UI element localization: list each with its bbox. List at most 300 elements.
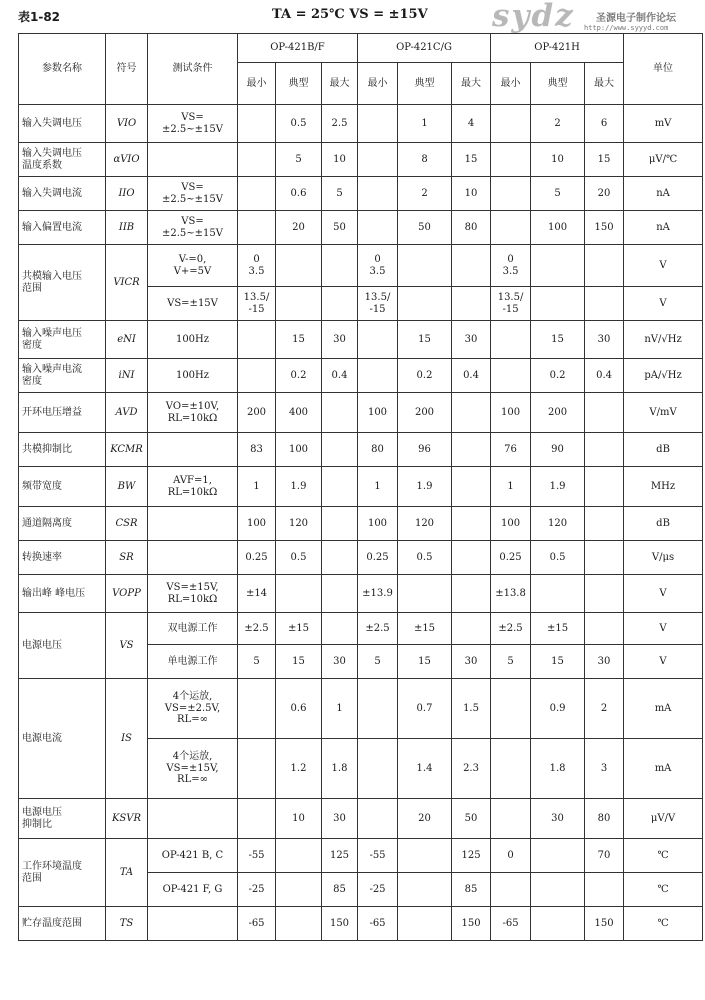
max-value: 85 bbox=[322, 873, 358, 907]
min-value bbox=[238, 799, 276, 839]
min-value bbox=[238, 143, 276, 177]
min-value: -55 bbox=[238, 839, 276, 873]
typ-value bbox=[398, 245, 452, 287]
table-row bbox=[19, 467, 703, 507]
max-value: 30 bbox=[322, 321, 358, 359]
min-value: 1 bbox=[238, 467, 276, 507]
typ-value bbox=[398, 287, 452, 321]
min-value: ±2.5 bbox=[238, 613, 276, 645]
unit: μV/V bbox=[624, 799, 703, 839]
min-value bbox=[238, 177, 276, 211]
min-value: 13.5/ -15 bbox=[238, 287, 276, 321]
max-value: 4 bbox=[452, 105, 491, 143]
header-max: 最大 bbox=[452, 63, 491, 105]
unit: V bbox=[624, 287, 703, 321]
max-value bbox=[322, 613, 358, 645]
max-value: 150 bbox=[585, 211, 624, 245]
typ-value: 1.9 bbox=[531, 467, 585, 507]
table-row bbox=[19, 211, 703, 245]
min-value: 0.25 bbox=[358, 541, 398, 575]
max-value: 10 bbox=[452, 177, 491, 211]
test-condition bbox=[148, 907, 238, 941]
min-value bbox=[491, 799, 531, 839]
test-condition: 100Hz bbox=[148, 321, 238, 359]
typ-value: 10 bbox=[531, 143, 585, 177]
param-symbol: CSR bbox=[106, 507, 148, 541]
min-value bbox=[491, 321, 531, 359]
max-value: 20 bbox=[585, 177, 624, 211]
typ-value: ±15 bbox=[276, 613, 322, 645]
typ-value: 15 bbox=[276, 645, 322, 679]
header-symbol: 符号 bbox=[106, 34, 148, 105]
param-symbol: eNI bbox=[106, 321, 148, 359]
min-value: 5 bbox=[358, 645, 398, 679]
min-value: ±2.5 bbox=[491, 613, 531, 645]
header-group: OP-421B/F bbox=[238, 34, 358, 63]
unit: V bbox=[624, 613, 703, 645]
param-name: 频带宽度 bbox=[19, 467, 106, 507]
logo-site-name: 圣源电子制作论坛 bbox=[596, 13, 676, 24]
max-value bbox=[452, 575, 491, 613]
min-value bbox=[358, 739, 398, 799]
max-value: 70 bbox=[585, 839, 624, 873]
param-symbol: VS bbox=[106, 613, 148, 679]
typ-value bbox=[398, 575, 452, 613]
param-symbol: KSVR bbox=[106, 799, 148, 839]
max-value: 150 bbox=[322, 907, 358, 941]
max-value bbox=[452, 541, 491, 575]
max-value bbox=[585, 287, 624, 321]
min-value: 80 bbox=[358, 433, 398, 467]
typ-value: 20 bbox=[276, 211, 322, 245]
min-value: 5 bbox=[238, 645, 276, 679]
header-group: OP-421H bbox=[491, 34, 624, 63]
min-value bbox=[358, 105, 398, 143]
param-name: 贮存温度范围 bbox=[19, 907, 106, 941]
param-symbol: VOPP bbox=[106, 575, 148, 613]
typ-value: 200 bbox=[531, 393, 585, 433]
typ-value bbox=[531, 907, 585, 941]
min-value: -65 bbox=[238, 907, 276, 941]
min-value bbox=[358, 177, 398, 211]
max-value bbox=[585, 873, 624, 907]
test-condition: AVF=1, RL=10kΩ bbox=[148, 467, 238, 507]
param-name: 输入噪声电压 密度 bbox=[19, 321, 106, 359]
typ-value: 15 bbox=[531, 321, 585, 359]
header-param: 参数名称 bbox=[19, 34, 106, 105]
header-min: 最小 bbox=[358, 63, 398, 105]
min-value: -25 bbox=[358, 873, 398, 907]
unit: mV bbox=[624, 105, 703, 143]
max-value: 2.5 bbox=[322, 105, 358, 143]
max-value bbox=[322, 287, 358, 321]
min-value: 100 bbox=[238, 507, 276, 541]
logo-mark: sydz bbox=[492, 0, 575, 34]
max-value bbox=[585, 507, 624, 541]
max-value: 125 bbox=[452, 839, 491, 873]
param-name: 输入失调电流 bbox=[19, 177, 106, 211]
max-value: 125 bbox=[322, 839, 358, 873]
min-value bbox=[491, 211, 531, 245]
max-value bbox=[585, 541, 624, 575]
typ-value: 1.2 bbox=[276, 739, 322, 799]
typ-value: 15 bbox=[398, 321, 452, 359]
max-value: 80 bbox=[452, 211, 491, 245]
min-value bbox=[491, 143, 531, 177]
min-value: 0 bbox=[491, 839, 531, 873]
test-condition: VS= ±2.5~±15V bbox=[148, 105, 238, 143]
header-typ: 典型 bbox=[531, 63, 585, 105]
typ-value: 400 bbox=[276, 393, 322, 433]
param-symbol: VIO bbox=[106, 105, 148, 143]
typ-value: 0.9 bbox=[531, 679, 585, 739]
test-condition bbox=[148, 507, 238, 541]
header-unit: 单位 bbox=[624, 34, 703, 105]
min-value bbox=[358, 359, 398, 393]
unit: MHz bbox=[624, 467, 703, 507]
test-condition: VS=±15V, RL=10kΩ bbox=[148, 575, 238, 613]
min-value: 100 bbox=[491, 393, 531, 433]
max-value bbox=[585, 613, 624, 645]
max-value: 0.4 bbox=[452, 359, 491, 393]
typ-value: 120 bbox=[398, 507, 452, 541]
unit: ℃ bbox=[624, 839, 703, 873]
typ-value: 1.8 bbox=[531, 739, 585, 799]
typ-value: 120 bbox=[276, 507, 322, 541]
table-row bbox=[19, 799, 703, 839]
table-label: 表1-82 bbox=[18, 10, 61, 24]
test-condition: V-=0, V+=5V bbox=[148, 245, 238, 287]
test-condition: 双电源工作 bbox=[148, 613, 238, 645]
table-row bbox=[19, 359, 703, 393]
min-value: -25 bbox=[238, 873, 276, 907]
typ-value: 90 bbox=[531, 433, 585, 467]
max-value: 15 bbox=[452, 143, 491, 177]
header-group: OP-421C/G bbox=[358, 34, 491, 63]
max-value bbox=[322, 575, 358, 613]
min-value: 1 bbox=[358, 467, 398, 507]
unit: ℃ bbox=[624, 873, 703, 907]
table-row bbox=[19, 177, 703, 211]
min-value: 0.25 bbox=[238, 541, 276, 575]
typ-value: 30 bbox=[531, 799, 585, 839]
max-value: 30 bbox=[452, 321, 491, 359]
param-name: 输入噪声电流 密度 bbox=[19, 359, 106, 393]
min-value bbox=[358, 143, 398, 177]
table-row bbox=[19, 321, 703, 359]
typ-value bbox=[276, 873, 322, 907]
unit: V/mV bbox=[624, 393, 703, 433]
typ-value: 20 bbox=[398, 799, 452, 839]
min-value: ±2.5 bbox=[358, 613, 398, 645]
param-name: 开环电压增益 bbox=[19, 393, 106, 433]
param-symbol: KCMR bbox=[106, 433, 148, 467]
max-value bbox=[322, 467, 358, 507]
min-value bbox=[238, 739, 276, 799]
typ-value: 0.5 bbox=[276, 541, 322, 575]
unit: mA bbox=[624, 679, 703, 739]
table-row bbox=[19, 575, 703, 613]
test-condition: 4个运放, VS=±15V, RL=∞ bbox=[148, 739, 238, 799]
max-value bbox=[585, 467, 624, 507]
min-value: 0 3.5 bbox=[358, 245, 398, 287]
test-condition: OP-421 F, G bbox=[148, 873, 238, 907]
table-row bbox=[19, 541, 703, 575]
max-value bbox=[585, 245, 624, 287]
max-value: 30 bbox=[322, 799, 358, 839]
unit: μV/℃ bbox=[624, 143, 703, 177]
min-value: ±14 bbox=[238, 575, 276, 613]
typ-value: 0.6 bbox=[276, 177, 322, 211]
header-typ: 典型 bbox=[398, 63, 452, 105]
test-condition: 单电源工作 bbox=[148, 645, 238, 679]
param-name: 输入失调电压 bbox=[19, 105, 106, 143]
max-value: 2.3 bbox=[452, 739, 491, 799]
unit: nA bbox=[624, 211, 703, 245]
max-value: 6 bbox=[585, 105, 624, 143]
typ-value bbox=[531, 873, 585, 907]
max-value: 50 bbox=[452, 799, 491, 839]
min-value: -65 bbox=[491, 907, 531, 941]
logo-url: http://www.syyyd.com bbox=[584, 24, 669, 32]
unit: mA bbox=[624, 739, 703, 799]
typ-value: 0.7 bbox=[398, 679, 452, 739]
max-value bbox=[322, 433, 358, 467]
test-condition: VO=±10V, RL=10kΩ bbox=[148, 393, 238, 433]
param-name: 输入失调电压 温度系数 bbox=[19, 143, 106, 177]
typ-value: 2 bbox=[398, 177, 452, 211]
param-symbol: IS bbox=[106, 679, 148, 799]
typ-value: ±15 bbox=[398, 613, 452, 645]
min-value: 100 bbox=[358, 393, 398, 433]
test-condition: VS= ±2.5~±15V bbox=[148, 177, 238, 211]
typ-value bbox=[531, 287, 585, 321]
typ-value bbox=[276, 287, 322, 321]
table-row bbox=[19, 105, 703, 143]
max-value: 150 bbox=[585, 907, 624, 941]
param-name: 输入偏置电流 bbox=[19, 211, 106, 245]
max-value: 30 bbox=[452, 645, 491, 679]
max-value bbox=[452, 507, 491, 541]
param-name: 电源电压 抑制比 bbox=[19, 799, 106, 839]
typ-value: 0.2 bbox=[276, 359, 322, 393]
max-value: 1 bbox=[322, 679, 358, 739]
max-value: 15 bbox=[585, 143, 624, 177]
typ-value: 100 bbox=[276, 433, 322, 467]
max-value bbox=[452, 433, 491, 467]
test-condition bbox=[148, 799, 238, 839]
min-value bbox=[491, 739, 531, 799]
max-value: 5 bbox=[322, 177, 358, 211]
param-symbol: αVIO bbox=[106, 143, 148, 177]
min-value: 0 3.5 bbox=[491, 245, 531, 287]
unit: nA bbox=[624, 177, 703, 211]
min-value: 5 bbox=[491, 645, 531, 679]
typ-value: 200 bbox=[398, 393, 452, 433]
max-value bbox=[452, 287, 491, 321]
param-symbol: TA bbox=[106, 839, 148, 907]
table-row bbox=[19, 679, 703, 739]
min-value: 200 bbox=[238, 393, 276, 433]
table-row bbox=[19, 907, 703, 941]
typ-value bbox=[398, 873, 452, 907]
header-min: 最小 bbox=[238, 63, 276, 105]
max-value: 80 bbox=[585, 799, 624, 839]
min-value: 100 bbox=[491, 507, 531, 541]
test-condition bbox=[148, 433, 238, 467]
max-value bbox=[452, 467, 491, 507]
min-value: 83 bbox=[238, 433, 276, 467]
min-value bbox=[358, 799, 398, 839]
typ-value: 10 bbox=[276, 799, 322, 839]
max-value bbox=[452, 393, 491, 433]
param-name: 共模抑制比 bbox=[19, 433, 106, 467]
table-row bbox=[19, 245, 703, 287]
param-symbol: AVD bbox=[106, 393, 148, 433]
param-name: 工作环境温度 范围 bbox=[19, 839, 106, 907]
param-name: 通道隔离度 bbox=[19, 507, 106, 541]
min-value: 100 bbox=[358, 507, 398, 541]
min-value: ±13.8 bbox=[491, 575, 531, 613]
test-condition bbox=[148, 143, 238, 177]
typ-value: 120 bbox=[531, 507, 585, 541]
typ-value: 0.2 bbox=[531, 359, 585, 393]
typ-value: 96 bbox=[398, 433, 452, 467]
typ-value: 5 bbox=[276, 143, 322, 177]
param-name: 转换速率 bbox=[19, 541, 106, 575]
typ-value: 0.5 bbox=[276, 105, 322, 143]
header-max: 最大 bbox=[322, 63, 358, 105]
table-row bbox=[19, 433, 703, 467]
min-value: ±13.9 bbox=[358, 575, 398, 613]
max-value: 30 bbox=[322, 645, 358, 679]
min-value bbox=[238, 211, 276, 245]
typ-value: 1.9 bbox=[398, 467, 452, 507]
max-value: 2 bbox=[585, 679, 624, 739]
min-value: -55 bbox=[358, 839, 398, 873]
param-name: 输出峰 峰电压 bbox=[19, 575, 106, 613]
typ-value: 0.5 bbox=[398, 541, 452, 575]
unit: V bbox=[624, 575, 703, 613]
typ-value: 5 bbox=[531, 177, 585, 211]
max-value: 10 bbox=[322, 143, 358, 177]
max-value bbox=[452, 613, 491, 645]
table-row bbox=[19, 507, 703, 541]
param-symbol: IIB bbox=[106, 211, 148, 245]
table-row bbox=[19, 393, 703, 433]
header-condition: 测试条件 bbox=[148, 34, 238, 105]
typ-value bbox=[398, 907, 452, 941]
max-value: 3 bbox=[585, 739, 624, 799]
max-value bbox=[322, 541, 358, 575]
max-value: 1.5 bbox=[452, 679, 491, 739]
test-conditions: TA = 25℃ VS = ±15V bbox=[272, 7, 428, 22]
typ-value bbox=[276, 907, 322, 941]
typ-value: 0.6 bbox=[276, 679, 322, 739]
param-symbol: SR bbox=[106, 541, 148, 575]
typ-value: 15 bbox=[398, 645, 452, 679]
typ-value: 1.9 bbox=[276, 467, 322, 507]
table-row bbox=[19, 613, 703, 645]
typ-value bbox=[531, 245, 585, 287]
unit: dB bbox=[624, 433, 703, 467]
typ-value: 2 bbox=[531, 105, 585, 143]
typ-value bbox=[276, 245, 322, 287]
min-value bbox=[491, 105, 531, 143]
test-condition: VS=±15V bbox=[148, 287, 238, 321]
max-value bbox=[322, 245, 358, 287]
typ-value bbox=[531, 839, 585, 873]
max-value: 30 bbox=[585, 321, 624, 359]
max-value bbox=[322, 507, 358, 541]
max-value: 150 bbox=[452, 907, 491, 941]
min-value: 76 bbox=[491, 433, 531, 467]
typ-value: 1.4 bbox=[398, 739, 452, 799]
param-symbol: iNI bbox=[106, 359, 148, 393]
max-value bbox=[322, 393, 358, 433]
typ-value bbox=[276, 839, 322, 873]
min-value: -65 bbox=[358, 907, 398, 941]
min-value bbox=[358, 211, 398, 245]
unit: V/μs bbox=[624, 541, 703, 575]
min-value bbox=[238, 359, 276, 393]
max-value bbox=[585, 433, 624, 467]
typ-value: ±15 bbox=[531, 613, 585, 645]
header-typ: 典型 bbox=[276, 63, 322, 105]
typ-value: 0.5 bbox=[531, 541, 585, 575]
min-value bbox=[491, 679, 531, 739]
test-condition: 4个运放, VS=±2.5V, RL=∞ bbox=[148, 679, 238, 739]
test-condition: OP-421 B, C bbox=[148, 839, 238, 873]
param-name: 电源电流 bbox=[19, 679, 106, 799]
max-value: 0.4 bbox=[585, 359, 624, 393]
unit: dB bbox=[624, 507, 703, 541]
max-value: 85 bbox=[452, 873, 491, 907]
typ-value bbox=[531, 575, 585, 613]
typ-value: 0.2 bbox=[398, 359, 452, 393]
test-condition: 100Hz bbox=[148, 359, 238, 393]
unit: nV/√Hz bbox=[624, 321, 703, 359]
typ-value bbox=[276, 575, 322, 613]
param-name: 电源电压 bbox=[19, 613, 106, 679]
test-condition bbox=[148, 541, 238, 575]
spec-table bbox=[18, 33, 703, 941]
param-symbol: VICR bbox=[106, 245, 148, 321]
max-value: 0.4 bbox=[322, 359, 358, 393]
max-value bbox=[585, 393, 624, 433]
min-value: 13.5/ -15 bbox=[358, 287, 398, 321]
max-value: 30 bbox=[585, 645, 624, 679]
min-value bbox=[238, 679, 276, 739]
typ-value: 100 bbox=[531, 211, 585, 245]
table-body bbox=[19, 105, 703, 941]
param-symbol: TS bbox=[106, 907, 148, 941]
test-condition: VS= ±2.5~±15V bbox=[148, 211, 238, 245]
table-row bbox=[19, 839, 703, 873]
param-symbol: BW bbox=[106, 467, 148, 507]
unit: ℃ bbox=[624, 907, 703, 941]
table-row bbox=[19, 143, 703, 177]
min-value bbox=[238, 321, 276, 359]
max-value: 50 bbox=[322, 211, 358, 245]
min-value: 0 3.5 bbox=[238, 245, 276, 287]
header-min: 最小 bbox=[491, 63, 531, 105]
min-value bbox=[491, 359, 531, 393]
typ-value: 8 bbox=[398, 143, 452, 177]
typ-value: 50 bbox=[398, 211, 452, 245]
min-value bbox=[358, 321, 398, 359]
header-max: 最大 bbox=[585, 63, 624, 105]
